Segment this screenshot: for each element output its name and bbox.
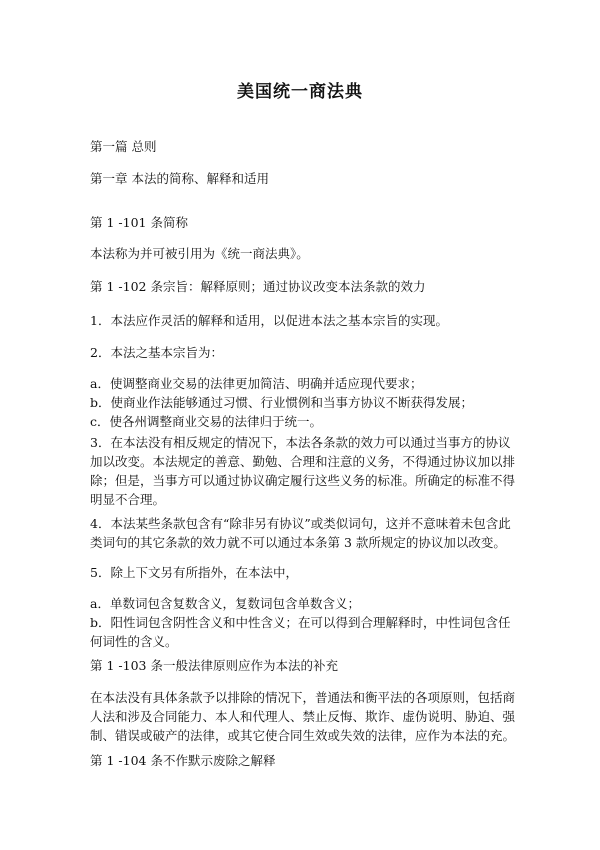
section-101-heading: 第 1 -101 条简称 <box>90 215 188 230</box>
list-item: c．使各州调整商业交易的法律归于统一。 <box>90 414 323 429</box>
list-item: b．使商业作法能够通过习惯、行业惯例和当事方协议不断获得发展； <box>90 395 474 410</box>
section-102-paragraph-3: 3．在本法没有相反规定的情况下，本法各条款的效力可以通过当事方的协议加以改变。本法规定的善意、勤勉、合理和注意的义务，不得通过协议加以排除；但是，当事方可以通过协议确定履行这些义务的标准。所确定的标准不得明显不合理。 <box>90 435 516 507</box>
list-item: b．阳性词包含阴性含义和中性含义；在可以得到合理解释时，中性词包含任何词性的含义。 <box>90 615 511 649</box>
section-102-paragraph-2-list <box>90 374 520 431</box>
list-item: a．使调整商业交易的法律更加简洁、明确并适应现代要求； <box>90 376 423 391</box>
section-102-paragraph-5-list <box>90 594 520 651</box>
section-102-paragraph-5: 5．除上下文另有所指外，在本法中， <box>90 565 298 580</box>
section-102-paragraph-1: 1．本法应作灵活的解释和适用，以促进本法之基本宗旨的实现。 <box>90 313 448 328</box>
section-104-heading: 第 1 -104 条不作默示废除之解释 <box>90 753 276 768</box>
list-item: a．单数词包含复数含义，复数词包含单数含义； <box>90 596 360 611</box>
section-101-text: 本法称为并可被引用为《统一商法典》。 <box>90 246 309 261</box>
section-103-heading: 第 1 -103 条一般法律原则应作为本法的补充 <box>90 658 338 673</box>
section-102-paragraph-4: 4．本法某些条款包含有“除非另有协议”或类似词句，这并不意味着未包含此类词句的其它条款的效力就不可以通过本条第 3 款所规定的协议加以改变。 <box>90 516 511 550</box>
part-heading: 第一篇 总则 <box>90 139 157 154</box>
document-title: 美国统一商法典 <box>237 82 363 102</box>
section-103-text: 在本法没有具体条款予以排除的情况下，普通法和衡平法的各项原则，包括商人法和涉及合同能力、本人和代理人、禁止反悔、欺诈、虚伪说明、胁迫、强制、错误或破产的法律，或其它使合同生效或失效的法律，应作为本法的充。 <box>90 690 516 743</box>
chapter-heading: 第一章 本法的简称、解释和适用 <box>90 171 269 186</box>
section-102-paragraph-2: 2．本法之基本宗旨为： <box>90 345 223 360</box>
section-102-heading: 第 1 -102 条宗旨：解释原则；通过协议改变本法条款的效力 <box>90 279 426 294</box>
